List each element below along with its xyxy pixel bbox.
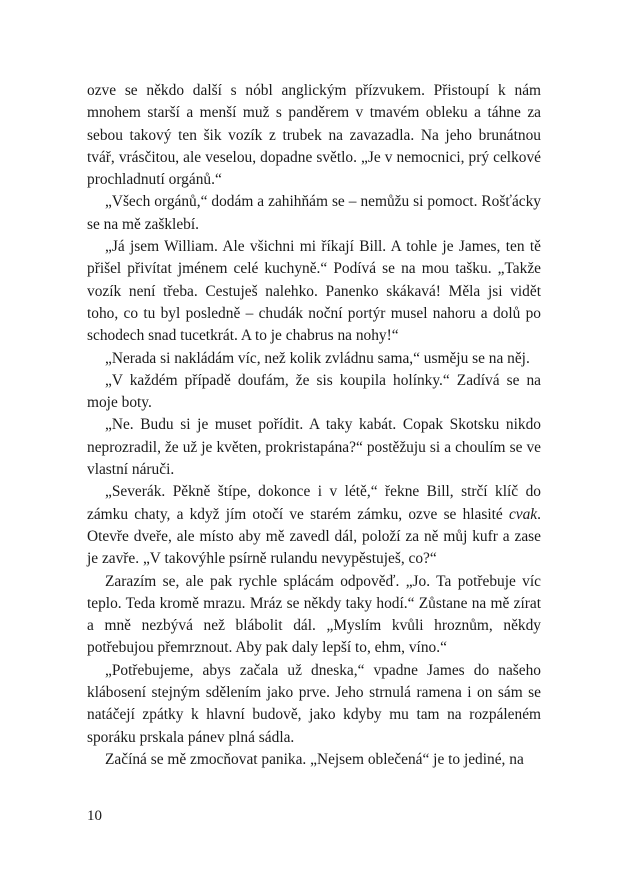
paragraph-1: ozve se někdo další s nóbl anglickým přízvukem. Přistoupí k nám mnohem starší a menší muž s panděrem v tmavém obleku a táhne za sebou takový ten šik vozík z trubek na zavazadla. Na jeho brunátnou tvář, vrásčitou, ale veselou, dopadne světlo. „Je v nemocnici, prý celkové prochladnutí orgánů.“ bbox=[87, 82, 541, 189]
paragraph-4: „Nerada si nakládám víc, než kolik zvládnu sama,“ usměju se na něj. bbox=[105, 349, 530, 367]
paragraph-7-before: „Severák. Pěkně štípe, dokonce i v létě,“ řekne Bill, strčí klíč do zámku chaty, a když jím otočí ve starém zámku, ozve se hlasité bbox=[87, 483, 541, 523]
paragraph-10: Začíná se mě zmocňovat panika. „Nejsem oblečená“ je to jediné, na bbox=[105, 750, 524, 768]
page-number: 10 bbox=[87, 808, 102, 824]
paragraph-7-emphasis: cvak bbox=[508, 505, 538, 523]
paragraph-2: „Všech orgánů,“ dodám a zahihňám se – nemůžu si pomoct. Rošťácky se na mě zašklebí. bbox=[87, 193, 541, 233]
paragraph-9: „Potřebujeme, abys začala už dneska,“ vpadne James do našeho klábosení stejným sdělením jako prve. Jeho strnulá ramena i on sám se natáčejí zpátky k hlavní budově, jako kdyby mu tam na rozpáleném sporáku prskala pánev plná sádla. bbox=[87, 661, 541, 746]
paragraph-5: „V každém případě doufám, že sis koupila holínky.“ Zadívá se na moje boty. bbox=[87, 371, 541, 412]
paragraph-6: „Ne. Budu si je muset pořídit. A taky kabát. Copak Skotsku nikdo neprozradil, že už je květen, prokristapána?“ postěžuju si a choulím se ve vlastní náruči. bbox=[87, 416, 541, 479]
body-text bbox=[87, 80, 541, 771]
paragraph-7 bbox=[87, 481, 541, 570]
paragraph-7-after: . Otevře dveře, ale místo aby mě zavedl dál, položí za ně můj kufr a zase je zavře. „V takovýhle psírně rulandu nevypěstuješ, co?“ bbox=[87, 505, 541, 568]
paragraph-3: „Já jsem William. Ale všichni mi říkají Bill. A tohle je James, ten tě přišel přivítat jménem celé kuchyně.“ Podívá se na mou tašku. „Takže vozík není třeba. Cestuješ nalehko. Panenko skákavá! Měla jsi vidět toho, co tu byl posledně – chudák noční portýr musel nahoru a dolů po schodech snad tucetkrát. A to je chabrus na nohy!“ bbox=[87, 238, 541, 345]
paragraph-8: Zarazím se, ale pak rychle splácám odpověď. „Jo. Ta potřebuje víc teplo. Teda kromě mrazu. Mráz se někdy taky hodí.“ Zůstane na mě zírat a mně nezbývá než blábolit dál. „Myslím kvůli hroznům, někdy potřebujou přemrznout. Aby pak daly lepší to, ehm, víno.“ bbox=[87, 572, 541, 657]
